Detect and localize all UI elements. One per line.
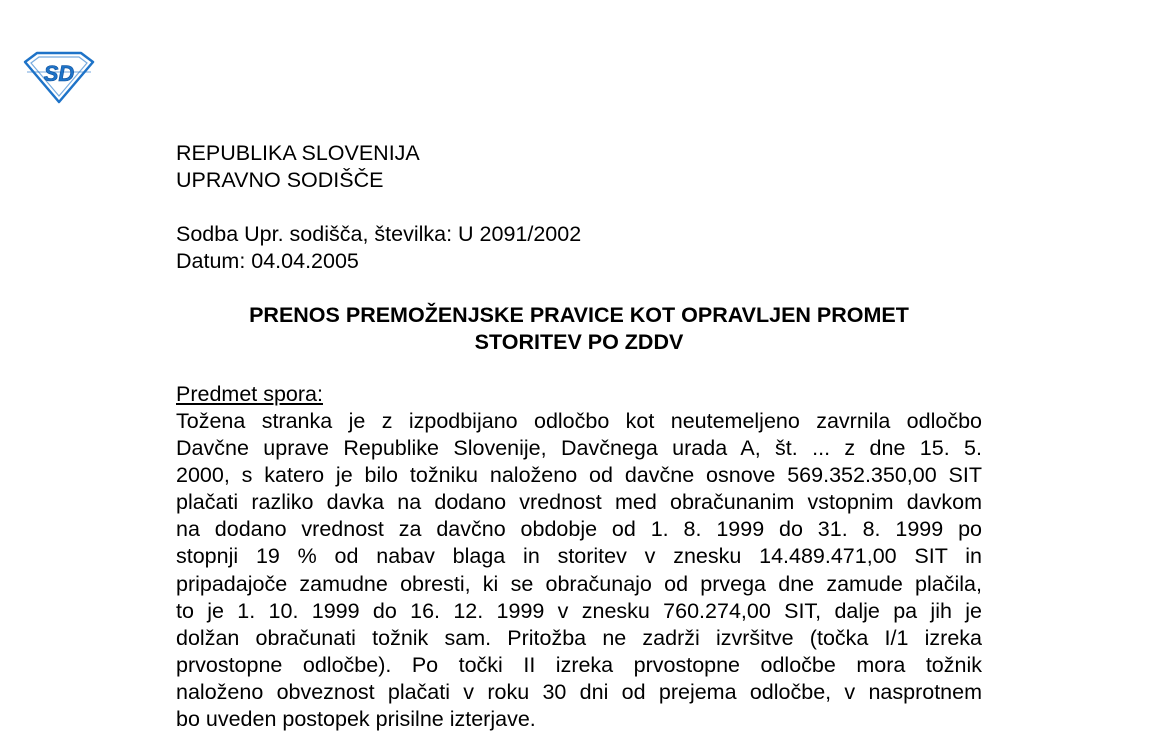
body-line: dolžan obračunati tožnik sam. Pritožba ne zadrži izvršitve (točka I/1 izreka — [176, 625, 982, 650]
body-line: prvostopne odločbe). Po točki II izreka prvostopne odločbe mora tožnik — [176, 652, 982, 677]
body-line: Davčne uprave Republike Slovenije, Davčnega urada A, št. ... z dne 15. 5. — [176, 436, 982, 461]
body-line: pripadajoče zamudne obresti, ki se obračunajo od prvega dne zamude plačila, — [176, 571, 982, 596]
body-line: Tožena stranka je z izpodbijano odločbo kot neutemeljeno zavrnila odločbo — [176, 409, 982, 433]
case-date: Datum: 04.04.2005 — [176, 249, 359, 273]
body-line: 2000, s katero je bilo tožniku naloženo od davčne osnove 569.352.350,00 SIT — [176, 463, 982, 488]
document-title-line-1: PRENOS PREMOŽENJSKE PRAVICE KOT OPRAVLJEN PROMET — [249, 303, 909, 327]
court-name: UPRAVNO SODIŠČE — [176, 168, 384, 192]
body-line: bo uveden postopek prisilne izterjave. — [176, 707, 536, 732]
body-line: stopnji 19 % od nabav blaga in storitev v znesku 14.489.471,00 SIT in — [176, 544, 982, 569]
case-number: Sodba Upr. sodišča, številka: U 2091/2002 — [176, 222, 582, 246]
sd-logo-icon — [22, 50, 96, 104]
body-line: plačati razliko davka na dodano vrednost med obračunanim vstopnim davkom — [176, 490, 982, 515]
document-title-line-2: STORITEV PO ZDDV — [474, 330, 684, 354]
body-line: naloženo obveznost plačati v roku 30 dni od prejema odločbe, v nasprotnem — [176, 679, 982, 704]
subject-body — [176, 408, 982, 733]
body-line: to je 1. 10. 1999 do 16. 12. 1999 v znesku 760.274,00 SIT, dalje pa jih je — [176, 598, 982, 623]
body-line: na dodano vrednost za davčno obdobje od 1. 8. 1999 do 31. 8. 1999 po — [176, 517, 982, 542]
svg-text:SD: SD — [43, 61, 75, 86]
republic-name: REPUBLIKA SLOVENIJA — [176, 141, 420, 165]
subject-label: Predmet spora: — [176, 382, 323, 406]
